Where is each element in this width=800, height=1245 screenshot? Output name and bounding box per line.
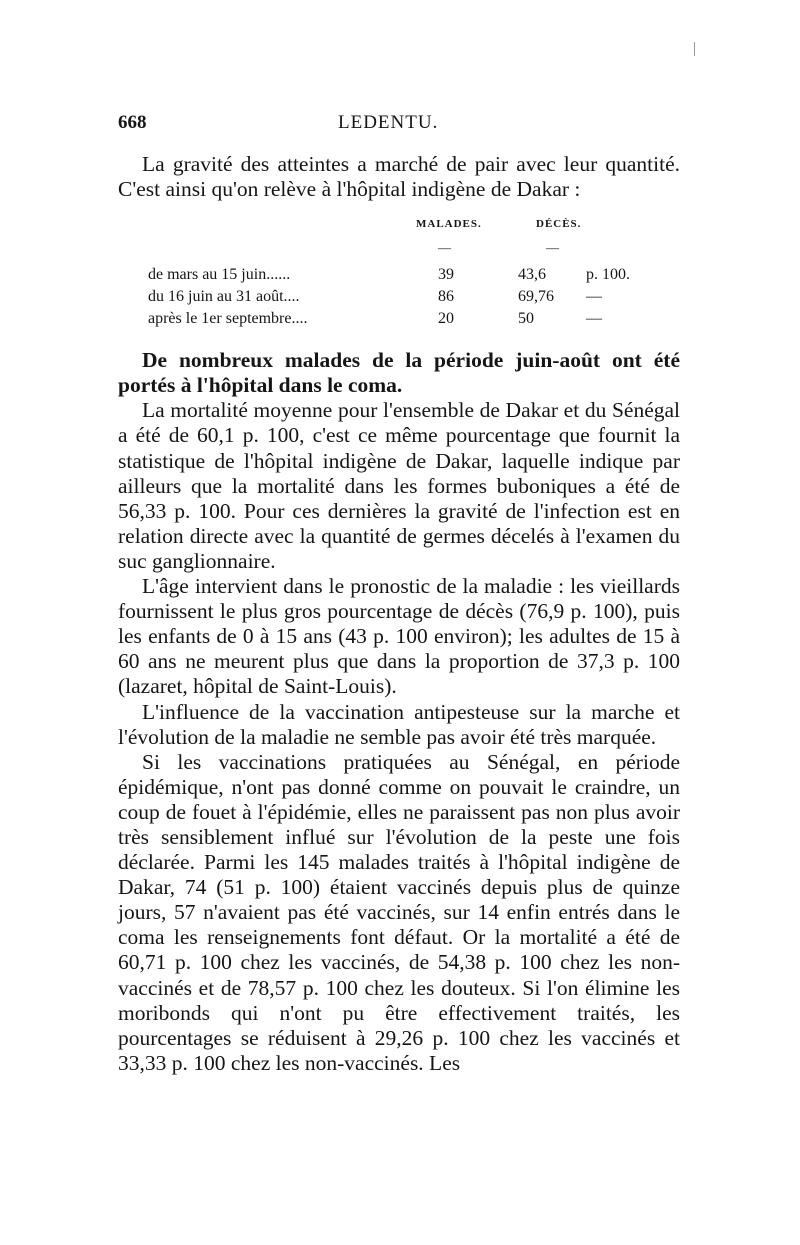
statistics-table bbox=[118, 202, 680, 348]
deces-cell: 43,6 bbox=[518, 266, 546, 284]
malades-cell: 39 bbox=[438, 266, 454, 284]
column-header-malades: MALADES. bbox=[416, 218, 482, 231]
malades-cell: 20 bbox=[438, 310, 454, 328]
deces-cell: 50 bbox=[518, 310, 534, 328]
body-text bbox=[118, 348, 680, 1076]
paragraph: L'âge intervient dans le pronostic de la maladie : les vieillards fournissent le plus gros pourcentage de décès (76,9 p. 100), puis les enfants de 0 à 15 ans (43 p. 100 environ); les adultes de 15 à 60 ans ne meurent plus que dans la proportion de 37,3 p. 100 (lazaret, hôpital de Saint-Louis). bbox=[118, 574, 680, 699]
period-cell: de mars au 15 juin...... bbox=[148, 266, 291, 284]
paragraph: Si les vaccinations pratiquées au Sénégal, en période épidémique, n'ont pas donné comme on pouvait le craindre, un coup de fouet à l'épidémie, elles ne paraissent pas non plus avoir très sensiblement influé sur l'évolution de la peste une fois déclarée. Parmi les 145 malades traités à l'hôpital indigène de Dakar, 74 (51 p. 100) étaient vaccinés depuis plus de quinze jours, 57 n'avaient pas été vaccinés, sur 14 enfin entrés dans le coma les renseignements font défaut. Or la mortalité a été de 60,71 p. 100 chez les vaccinés, de 54,38 p. 100 chez les non-vaccinés et de 78,57 p. 100 chez les douteux. Si l'on élimine les moribonds qui n'ont pu être effectivement traités, les pourcentages se réduisent à 29,26 p. 100 chez les vaccinés et 33,33 p. 100 chez les non-vaccinés. Les bbox=[118, 749, 680, 1075]
page-number: 668 bbox=[118, 112, 147, 133]
malades-cell: 86 bbox=[438, 288, 454, 306]
column-dash: — bbox=[546, 240, 559, 256]
document-page bbox=[118, 112, 680, 1076]
unit-cell: p. 100. bbox=[586, 266, 630, 284]
table-row bbox=[148, 266, 668, 288]
table-row bbox=[148, 310, 668, 332]
period-cell: après le 1er septembre.... bbox=[148, 310, 308, 328]
period-cell: du 16 juin au 31 août.... bbox=[148, 288, 300, 306]
margin-mark bbox=[694, 42, 695, 56]
paragraph: L'influence de la vaccination antipesteuse sur la marche et l'évolution de la maladie ne semble pas avoir été très marquée. bbox=[118, 699, 680, 749]
column-header-deces: DÉCÈS. bbox=[536, 218, 582, 231]
paragraph: La mortalité moyenne pour l'ensemble de Dakar et du Sénégal a été de 60,1 p. 100, c'est ce même pourcentage que fournit la statistique de l'hôpital indigène de Dakar, laquelle indique par ailleurs que la mortalité dans les formes buboniques a été de 56,33 p. 100. Pour ces dernières la gravité de l'infection est en relation directe avec la quantité de germes décelés à l'examen du suc ganglionnaire. bbox=[118, 398, 680, 573]
unit-cell: — bbox=[586, 310, 602, 328]
deces-cell: 69,76 bbox=[518, 288, 554, 306]
page-header bbox=[118, 112, 680, 140]
paragraph: De nombreux malades de la période juin-août ont été portés à l'hôpital dans le coma. bbox=[118, 348, 680, 398]
table-row bbox=[148, 288, 668, 310]
intro-paragraph: La gravité des atteintes a marché de pair avec leur quantité. C'est ainsi qu'on relève à l'hôpital indigène de Dakar : bbox=[118, 152, 680, 202]
column-dash: — bbox=[438, 240, 451, 256]
unit-cell: — bbox=[586, 288, 602, 306]
running-head: LEDENTU. bbox=[338, 112, 439, 133]
